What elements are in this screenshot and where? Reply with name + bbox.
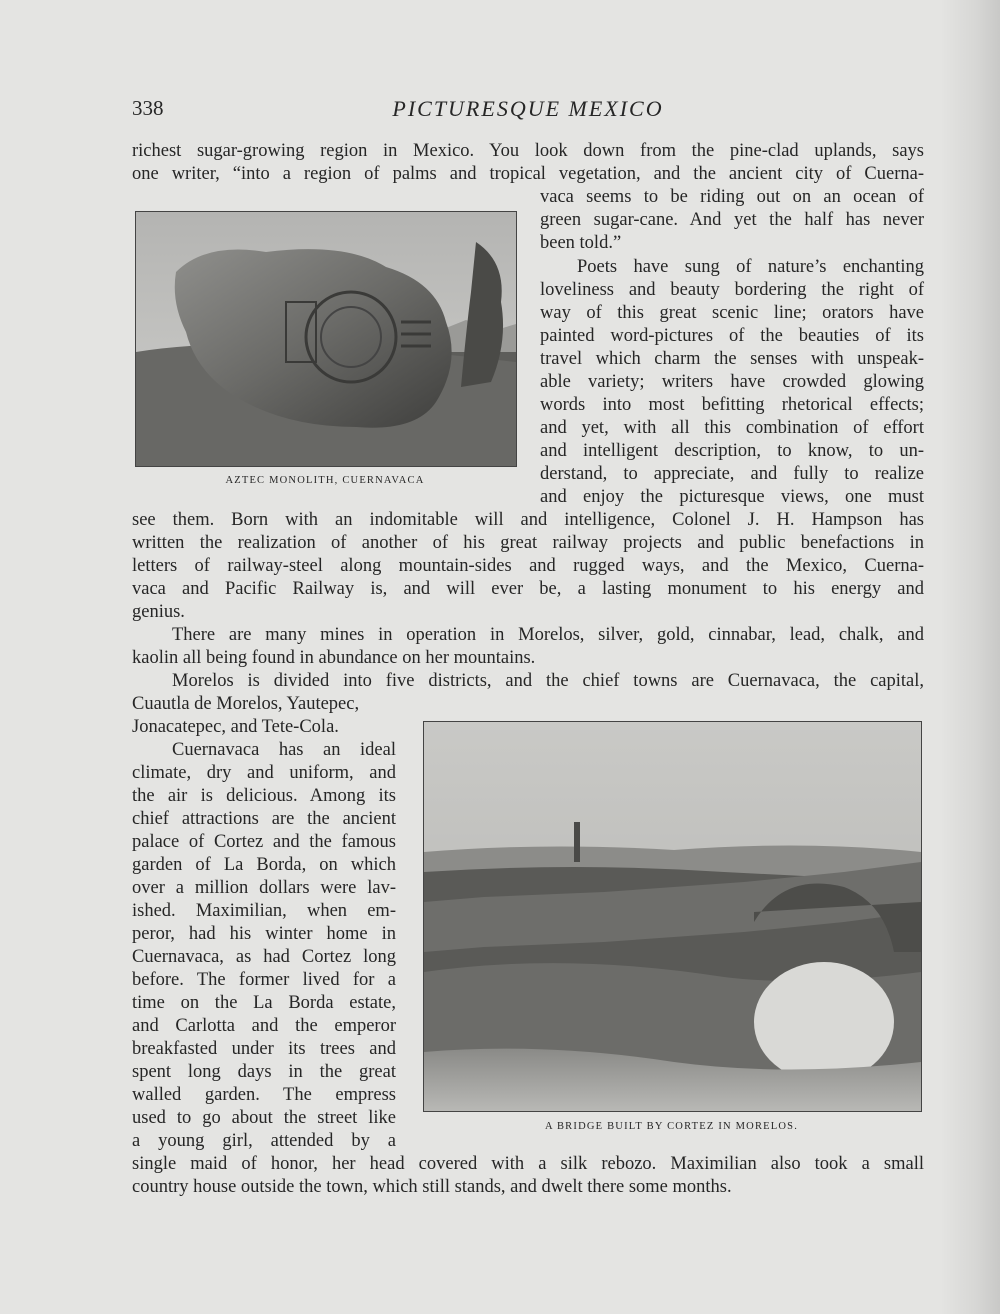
running-title: PICTURESQUE MEXICO [392,96,664,121]
text-line: There are many mines in operation in Morelos, silver, gold, cinnabar, lead, chalk, and [172,625,924,645]
aztec-monolith-photo [135,211,517,467]
text-line: letters of railway-steel along mountain-sides and rugged ways, and the Mexico, Cuerna- [132,556,924,576]
text-line: Poets have sung of nature’s enchanting [577,257,924,277]
text-line: way of this great scenic line; orators have [540,303,924,323]
text-line: kaolin all being found in abundance on her mountains. [132,648,536,668]
text-line: one writer, “into a region of palms and tropical vegetation, and the ancient city of Cuerna- [132,164,924,184]
bridge-caption: A BRIDGE BUILT BY CORTEZ IN MORELOS. [544,1121,799,1132]
monolith-caption: AZTEC MONOLITH, CUERNAVACA [225,475,425,486]
text-line: Cuernavaca has an ideal [172,740,396,760]
page-header [132,96,924,126]
text-line: and Carlotta and the emperor [132,1016,396,1036]
text-line: used to go about the street like [132,1108,396,1128]
text-line: vaca and Pacific Railway is, and will ever be, a lasting monument to his energy and [132,579,924,599]
text-line: painted word-pictures of the beauties of its [540,326,924,346]
text-line: spent long days in the great [132,1062,396,1082]
text-line: palace of Cortez and the famous [132,832,396,852]
text-line: green sugar-cane. And yet the half has never [540,210,924,230]
text-line: the air is delicious. Among its [132,786,396,806]
page-number: 338 [132,96,164,120]
text-line: Cuautla de Morelos, Yautepec, [132,694,360,714]
text-line: over a million dollars were lav- [132,878,396,898]
text-line: breakfasted under its trees and [132,1039,396,1059]
text-line: chief attractions are the ancient [132,809,396,829]
text-line: peror, had his winter home in [132,924,396,944]
text-line: loveliness and beauty bordering the right of [540,280,924,300]
text-line: vaca seems to be riding out on an ocean of [540,187,924,207]
text-line: been told.” [540,233,622,253]
text-line: written the realization of another of his great railway projects and public benefactions in [132,533,924,553]
text-line: able variety; writers have crowded glowing [540,372,924,392]
text-line: derstand, to appreciate, and fully to realize [540,464,924,484]
text-line: and enjoy the picturesque views, one must [540,487,924,507]
text-line: before. The former lived for a [132,970,396,990]
text-line: genius. [132,602,185,622]
text-line: ished. Maximilian, when em- [132,901,396,921]
text-line: time on the La Borda estate, [132,993,396,1013]
text-line: walled garden. The empress [132,1085,396,1105]
text-line: see them. Born with an indomitable will and intelligence, Colonel J. H. Hampson has [132,510,924,530]
text-line: and intelligent description, to know, to un- [540,441,924,461]
text-line: travel which charm the senses with unspeak- [540,349,924,369]
cortez-bridge-photo [423,721,922,1112]
text-line: a young girl, attended by a [132,1131,396,1151]
text-line: and yet, with all this combination of effort [540,418,924,438]
text-line: Morelos is divided into five districts, and the chief towns are Cuernavaca, the capital, [172,671,924,691]
text-line: words into most befitting rhetorical effects; [540,395,924,415]
text-line: Cuernavaca, as had Cortez long [132,947,396,967]
text-line: garden of La Borda, on which [132,855,396,875]
page-edge-shadow [940,0,1000,1314]
text-line: single maid of honor, her head covered with a silk rebozo. Maximilian also took a small [132,1154,924,1174]
text-line: climate, dry and uniform, and [132,763,396,783]
text-line: country house outside the town, which still stands, and dwelt there some months. [132,1177,732,1197]
text-line: richest sugar-growing region in Mexico. You look down from the pine-clad uplands, says [132,141,924,161]
text-line: Jonacatepec, and Tete-Cola. [132,717,339,737]
